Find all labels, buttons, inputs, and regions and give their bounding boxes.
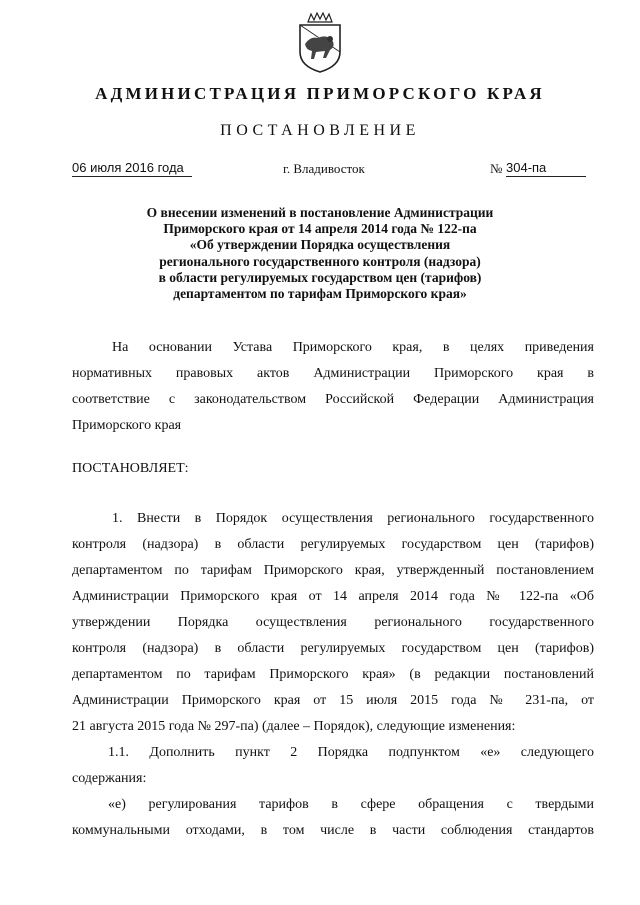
paragraph-line: контроля (надзора) в области регулируемых государством цен (тарифов) — [72, 641, 594, 656]
paragraph-line: нормативных правовых актов Администрации Приморского края в — [72, 366, 594, 381]
paragraph-line: содержания: — [72, 771, 147, 786]
paragraph-line: департаментом по тарифам Приморского края» (в редакции постановлений — [72, 667, 594, 682]
document-city: г. Владивосток — [283, 161, 365, 176]
item-1-paragraph — [72, 506, 594, 844]
paragraph-line: контроля (надзора) в области регулируемых государством цен (тарифов) — [72, 537, 594, 552]
coat-of-arms-icon — [296, 12, 344, 74]
paragraph-line: соответствие с законодательством Российской Федерации Администрация — [72, 392, 594, 407]
subject-line: «Об утверждении Порядка осуществления — [189, 237, 451, 253]
paragraph-line: На основании Устава Приморского края, в целях приведения — [112, 340, 594, 355]
resolve-heading: ПОСТАНОВЛЯЕТ: — [72, 461, 189, 476]
subject-line: Приморского края от 14 апреля 2014 года № 122-па — [163, 221, 477, 237]
subject-line: департаментом по тарифам Приморского края» — [173, 286, 467, 302]
paragraph-line: «е) регулирования тарифов в сфере обращения с твердыми — [108, 797, 594, 812]
document-date: 06 июля 2016 года — [72, 160, 192, 177]
paragraph-line: 1. Внести в Порядок осуществления регионального государственного — [112, 511, 594, 526]
paragraph-line: департаментом по тарифам Приморского края, утвержденный постановлением — [72, 563, 594, 578]
subject-line: в области регулируемых государством цен (тарифов) — [158, 269, 482, 285]
paragraph-line: Приморского края — [72, 418, 182, 433]
organization-title: АДМИНИСТРАЦИЯ ПРИМОРСКОГО КРАЯ — [95, 84, 545, 103]
subject-line: регионального государственного контроля (надзора) — [159, 253, 481, 269]
document-number: 304-па — [506, 160, 586, 177]
preamble-paragraph — [72, 335, 594, 439]
paragraph-line: 21 августа 2015 года № 297-па) (далее – Порядок), следующие изменения: — [72, 719, 516, 734]
subject-line: О внесении изменений в постановление Администрации — [146, 205, 494, 220]
paragraph-line: Администрации Приморского края от 15 июля 2015 года № 231-па, от — [72, 693, 594, 708]
paragraph-line: коммунальными отходами, в том числе в части соблюдения стандартов — [72, 823, 594, 838]
document-number-label: № — [490, 161, 503, 176]
paragraph-line: Администрации Приморского края от 14 апреля 2014 года № 122-па «Об — [72, 589, 594, 604]
paragraph-line: 1.1. Дополнить пункт 2 Порядка подпунктом «е» следующего — [108, 745, 594, 760]
document-subject — [100, 205, 540, 302]
paragraph-line: утверждении Порядка осуществления регионального государственного — [72, 615, 594, 630]
document-type: ПОСТАНОВЛЕНИЕ — [220, 122, 420, 139]
